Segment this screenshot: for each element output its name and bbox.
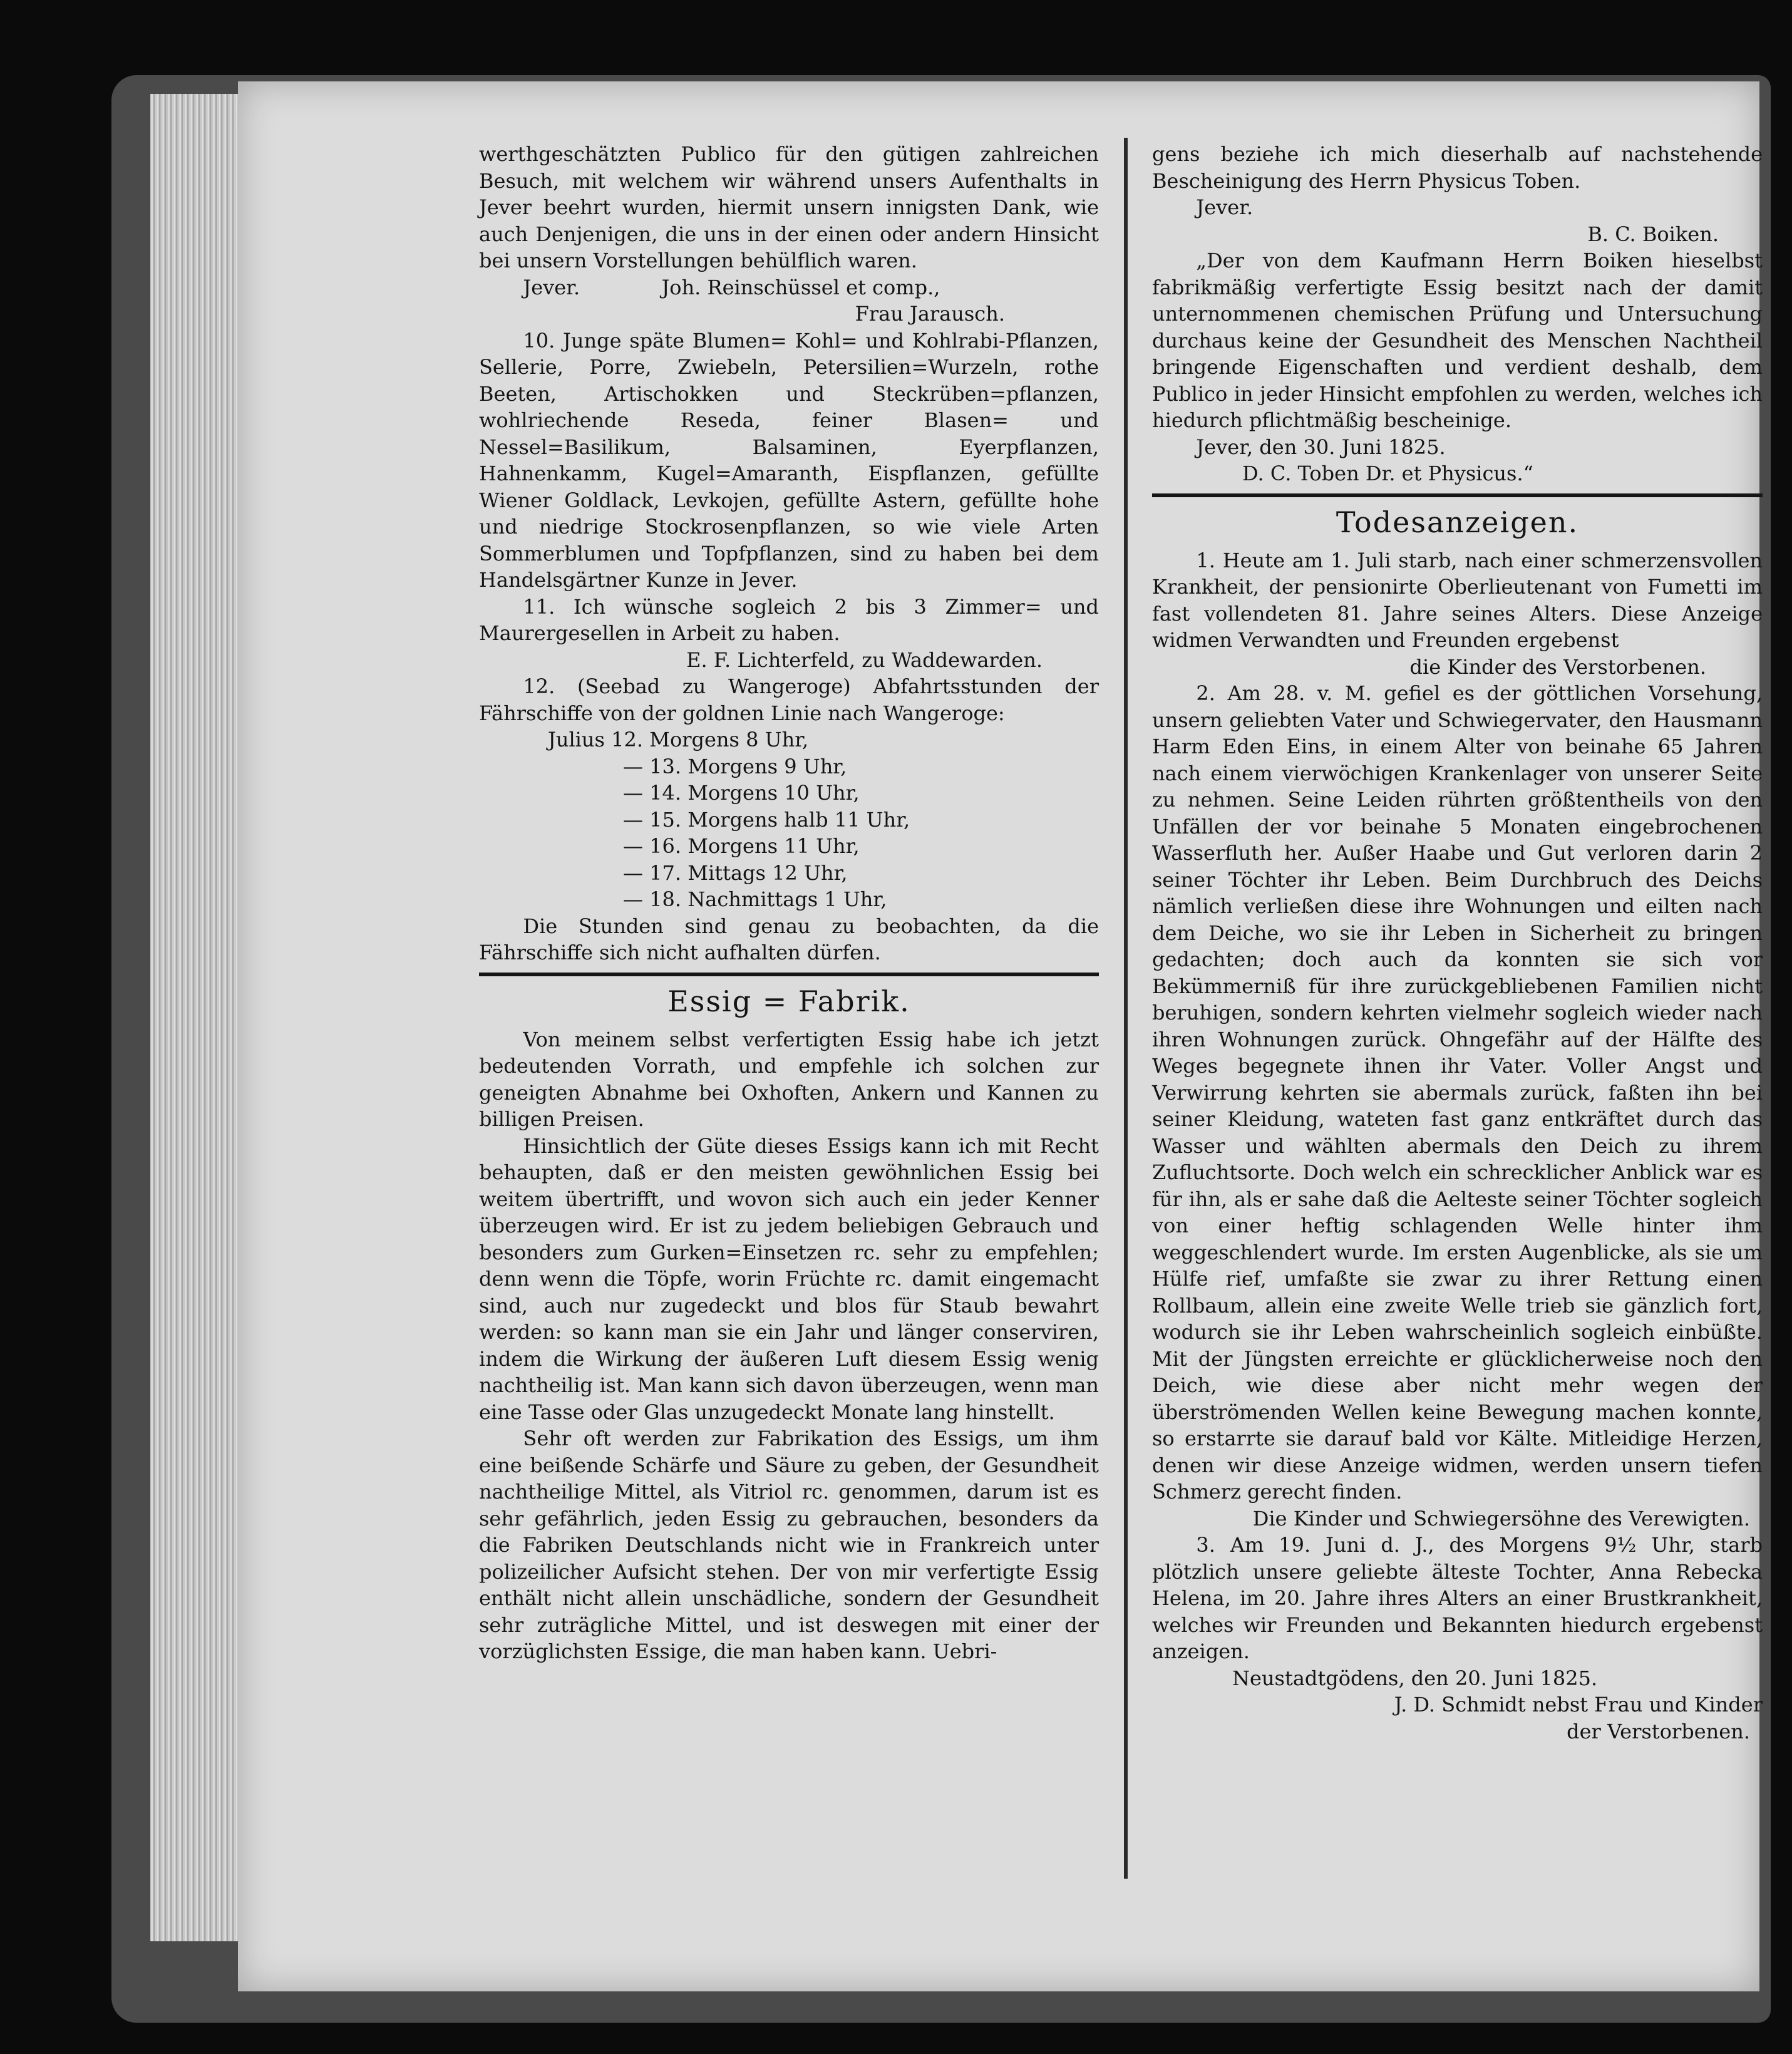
thanks-signature (479, 274, 1099, 301)
death-notice-2: 2. Am 28. v. M. gefiel es der göttlichen Vorsehung, unsern geliebten Vater und Schwiegervater, den Hausmann Harm Eden Eins, in einem Alter von beinahe 65 Jahren nach einem vierwöchigen Krankenlager von unserer Seite zu nehmen. Seine Leiden rührten größtentheils von den Unfällen der vor beinahe 5 Monaten eingebrochenen Wasserfluth her. Außer Haabe und Gut verloren darin 2 seiner Töchter ihr Leben. Beim Durchbruch des Deichs nämlich verließen diese ihre Wohnungen und eilten nach dem Deiche, wo sie ihr Leben in Sicherheit zu bringen gedachten; doch auch da konnten sie sich vor Bekümmerniß für ihre zurückgebliebenen Familien nicht beruhigen, sondern kehrten vielmehr sogleich wieder nach ihren Wohnungen zurück. Ohngefähr auf der Hälfte des Weges begegnete ihnen ihr Vater. Voller Angst und Verwirrung kehrten sie abermals zurück, faßten ihn bei seiner Kleidung, wateten fast ganz entkräftet durch das Wasser und wählten abermals den Deich zu ihrem Zufluchtsorte. Doch welch ein schrecklicher Anblick war es für ihn, als er sahe daß die Aelteste seiner Töchter sogleich von einer heftig schlagenden Welle hinter ihm weggeschlendert wurde. Im ersten Augenblicke, als sie um Hülfe rief, umfaßte sie zwar zu ihrer Rettung einen Rollbaum, allein eine zweite Welle trieb sie gänzlich fort, wodurch sie ihr Leben wahrscheinlich sogleich einbüßte. Mit der Jüngsten erreichte er glücklicherweise noch den Deich, wie diese aber nicht mehr wegen der überströmenden Wellen keine Bewegung machen konnte, so erstarrte sie darauf bald vor Kälte. Mitleidige Herzen, denen wir diese Anzeige widmen, werden unsern tiefen Schmerz gerecht finden. (1152, 681, 1763, 1504)
schedule-row: — 17. Mittags 12 Uhr, (623, 860, 848, 885)
newspaper-page (238, 81, 1763, 1991)
column-divider (1124, 138, 1128, 1879)
notice-10: 10. Junge späte Blumen= Kohl= und Kohlrabi-Pflanzen, Sellerie, Porre, Zwiebeln, Petersilien=Wurzeln, rothe Beeten, Artischokken und Steckrüben=pflanzen, wohlriechende Reseda, feiner Blasen= und Nessel=Basilikum, Balsaminen, Eyerpflanzen, Hahnenkamm, Kugel=Amaranth, Eispflanzen, gefüllte Wiener Goldlack, Levkojen, gefüllte Astern, gefüllte hohe und niedrige Stockrosenpflanzen, so wie viele Arten Sommerblumen und Topfpflanzen, sind zu haben bei dem Handelsgärtner Kunze in Jever. (479, 328, 1099, 592)
thanks-sig-place: Jever. (523, 275, 580, 299)
death-notice-3-signature-2: der Verstorbenen. (1567, 1719, 1750, 1743)
essig-paragraph-1: Von meinem selbst verfertigten Essig habe ich jetzt bedeutenden Vorrath, und empfehle ich solchen zur geneigten Abnahme bei Oxhoften, Ankern und Kannen zu billigen Preisen. (479, 1027, 1099, 1131)
essig-place: Jever. (1196, 195, 1254, 219)
notice-11: 11. Ich wünsche sogleich 2 bis 3 Zimmer= und Maurergesellen in Arbeit zu haben. (479, 594, 1099, 645)
essig-continuation: gens beziehe ich mich dieserhalb auf nachstehende Bescheinigung des Herrn Physicus Toben. (1152, 142, 1763, 193)
death-notice-1: 1. Heute am 1. Juli starb, nach einer schmerzensvollen Krankheit, der pensionirte Oberlieutenant von Fumetti im fast vollendeten 81. Jahre seines Alters. Diese Anzeige widmen Verwandten und Freunden ergebenst (1152, 548, 1763, 652)
schedule-note: Die Stunden sind genau zu beobachten, da die Fährschiffe sich nicht aufhalten dürfen. (479, 914, 1099, 964)
physicus-certificate: „Der von dem Kaufmann Herrn Boiken hieselbst fabrikmäßig verfertigte Essig besitzt nach der damit unternommenen chemischen Prüfung und Untersuchung durchaus keine der Gesundheit des Menschen Nachtheil bringende Eigenschaften und verdient deshalb, dem Publico in jeder Hinsicht empfohlen zu werden, welches ich hiedurch pflichtmäßig bescheinige. (1152, 249, 1763, 432)
todesanzeigen-heading: Todesanzeigen. (1336, 505, 1579, 539)
left-column (479, 141, 1099, 1665)
essig-heading: Essig = Fabrik. (667, 984, 910, 1018)
section-rule (1152, 493, 1763, 497)
essig-signature: B. C. Boiken. (1587, 222, 1719, 246)
death-notice-1-signature: die Kinder des Verstorbenen. (1409, 654, 1706, 679)
death-notice-3-date: Neustadtgödens, den 20. Juni 1825. (1232, 1666, 1598, 1690)
essig-paragraph-3: Sehr oft werden zur Fabrikation des Essigs, um ihm eine beißende Schärfe und Säure zu geben, der Gesundheit nachtheilige Mittel, als Vitriol rc. genommen, darum ist es sehr gefährlich, jeden Essig zu gebrauchen, besonders da die Fabriken Deutschlands nicht wie in Frankreich unter polizeilicher Aufsicht stehen. Der von mir verfertigte Essig enthält nicht allein unschädliche, sondern der Gesundheit sehr zuträgliche Mittel, und ist deswegen mit einer der vorzüglichsten Essige, die man haben kann. Uebri- (479, 1427, 1099, 1663)
notice-12: 12. (Seebad zu Wangeroge) Abfahrtsstunden der Fährschiffe von der goldnen Linie nach Wangeroge: (479, 674, 1099, 725)
schedule-row: — 13. Morgens 9 Uhr, (623, 754, 847, 778)
schedule-row: — 16. Morgens 11 Uhr, (623, 834, 860, 858)
thanks-sig-name2: Frau Jarausch. (855, 302, 1005, 326)
death-notice-3: 3. Am 19. Juni d. J., des Morgens 9½ Uhr, starb plötzlich unsere geliebte älteste Tochter, Anna Rebecka Helena, im 20. Jahre ihres Alters an einer Brustkrankheit, welches wir Freunden und Bekannten hiedurch ergebenst anzeigen. (1152, 1533, 1763, 1663)
essig-paragraph-2: Hinsichtlich der Güte dieses Essigs kann ich mit Recht behaupten, daß er den meisten gewöhnlichen Essig bei weitem übertrifft, und wovon sich auch ein jeder Kenner überzeugen wird. Er ist zu jedem beliebigen Gebrauch und besonders zum Gurken=Einsetzen rc. sehr zu empfehlen; denn wenn die Töpfe, worin Früchte rc. damit eingemacht sind, auch nur zugedeckt und blos für Staub bewahrt werden: so kann man sie ein Jahr und länger conserviren, indem die Wirkung der äußeren Luft diesem Essig wenig nachtheilig ist. Man kann sich davon überzeugen, wenn man eine Tasse oder Glas unzugedeckt Monate lang hinstellt. (479, 1133, 1099, 1424)
schedule-row: — 15. Morgens halb 11 Uhr, (623, 807, 910, 832)
schedule-row: Julius 12. Morgens 8 Uhr, (548, 728, 809, 751)
section-rule (479, 973, 1099, 976)
right-column (1152, 141, 1763, 1745)
notice-11-signature: E. F. Lichterfeld, zu Waddewarden. (686, 648, 1043, 672)
thanks-sig-name: Joh. Reinschüssel et comp., (661, 275, 940, 299)
schedule-row: — 14. Morgens 10 Uhr, (623, 781, 860, 805)
certificate-date: Jever, den 30. Juni 1825. (1196, 435, 1446, 459)
certificate-signature: D. C. Toben Dr. et Physicus.“ (1242, 462, 1533, 485)
schedule-row: — 18. Nachmittags 1 Uhr, (623, 887, 887, 911)
ferry-schedule (479, 726, 1099, 913)
thanks-notice: werthgeschätzten Publico für den gütigen zahlreichen Besuch, mit welchem wir während unsers Aufenthalts in Jever beehrt wurden, hiermit unsern innigsten Dank, wie auch Denjenigen, die uns in der einen oder andern Hinsicht bei unsern Vorstellungen behülflich waren. (479, 142, 1099, 272)
death-notice-3-signature-1: J. D. Schmidt nebst Frau und Kinder (1394, 1693, 1763, 1716)
death-notice-2-signature: Die Kinder und Schwiegersöhne des Verewigten. (1252, 1506, 1750, 1530)
